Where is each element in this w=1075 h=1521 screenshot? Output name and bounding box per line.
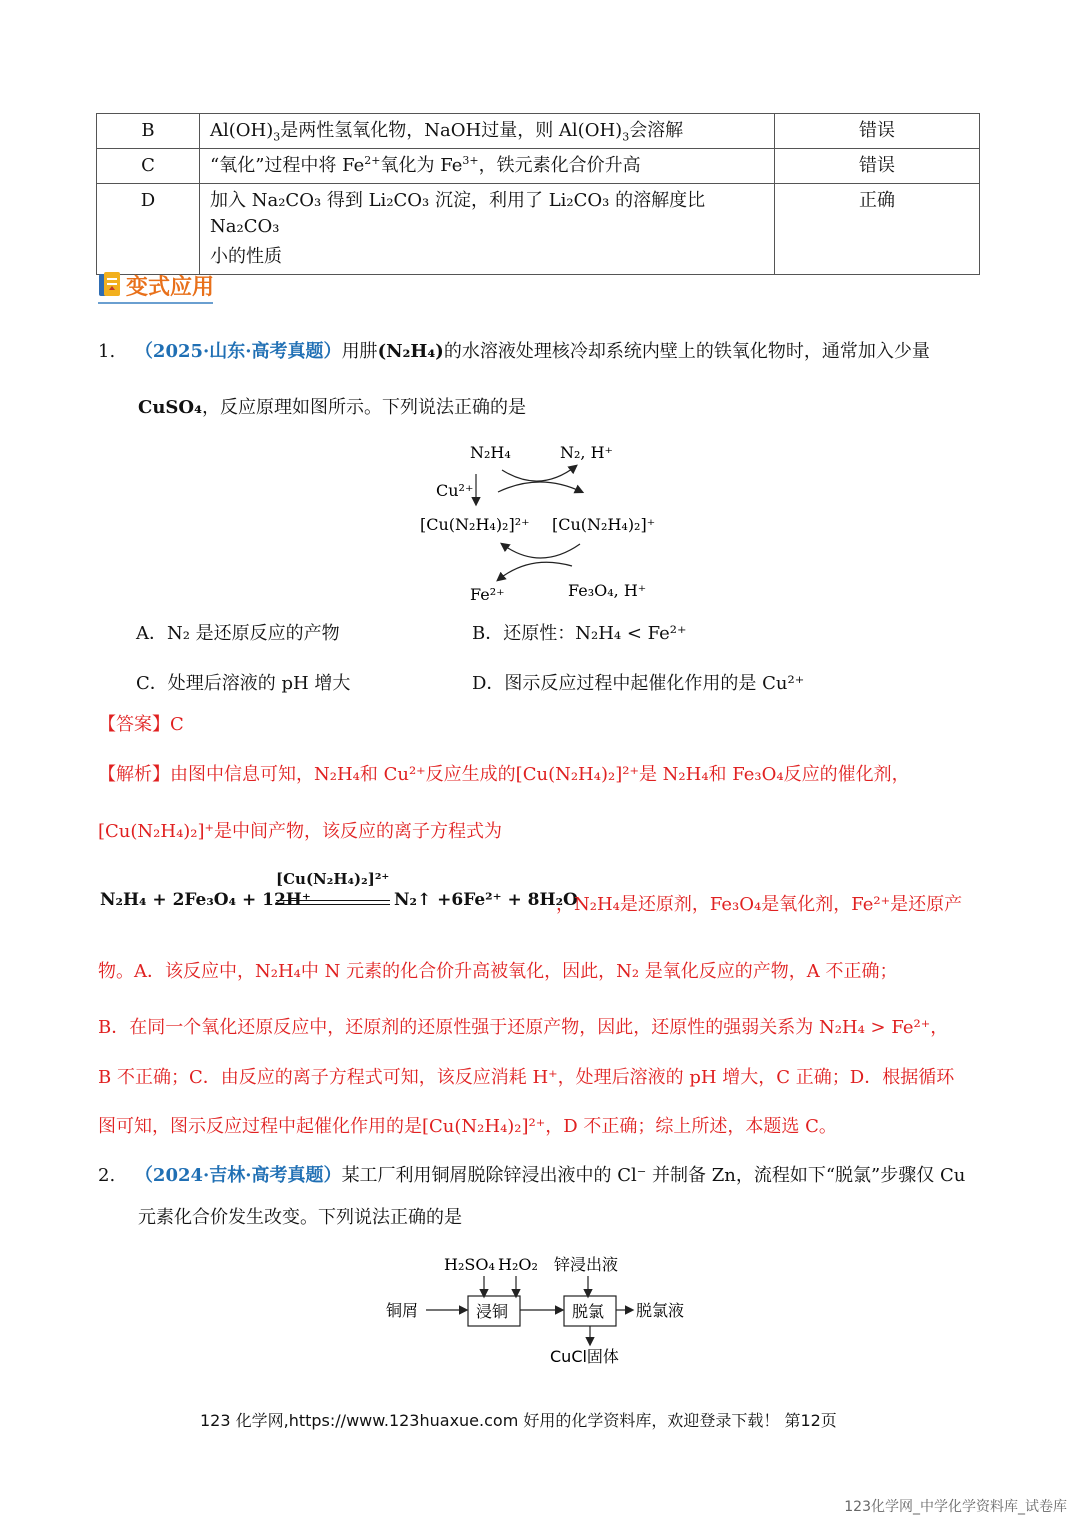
analysis-line-2: [Cu(N₂H₄)₂]⁺是中间产物，该反应的离子方程式为 (98, 821, 503, 842)
option-d[interactable]: D．图示反应过程中起催化作用的是 Cu²⁺ (472, 673, 805, 694)
row-letter: D (97, 184, 200, 275)
label-h2so4: H₂SO₄ (444, 1255, 495, 1274)
arrow-bottom-2 (498, 562, 572, 580)
row-letter: C (97, 149, 200, 184)
table-row (97, 114, 980, 149)
arrow-top-2 (502, 466, 576, 481)
cycle-diagram (410, 436, 670, 612)
label-h2o2: H₂O₂ (498, 1255, 538, 1274)
row-verdict: 错误 (775, 149, 980, 184)
formula: CuSO₄ (138, 397, 202, 418)
stem-text: ，反应原理如图所示。下列说法正确的是 (201, 397, 526, 418)
question-source: （2024·吉林·高考真题） (134, 1165, 342, 1186)
label-cu2: Cu²⁺ (436, 481, 474, 500)
analysis-line-4: B．在同一个氧化还原反应中，还原剂的还原性强于还原产物，因此，还原性的强弱关系为 N₂H₄ > Fe²⁺， (98, 1017, 949, 1038)
label-leach: 浸铜 (476, 1302, 509, 1321)
page-footer: 123 化学网,https://www.123huaxue.com 好用的化学资料库，欢迎登录下载！ 第12页 (200, 1411, 837, 1430)
stem-text: 用肼 (341, 341, 378, 362)
label-complex-2plus: [Cu(N₂H₄)₂]²⁺ (420, 515, 530, 534)
row-letter: B (97, 114, 200, 149)
analysis-line-1: 【解析】由图中信息可知，N₂H₄和 Cu²⁺反应生成的[Cu(N₂H₄)₂]²⁺是 N₂H₄和 Fe₃O₄反应的催化剂， (98, 764, 910, 785)
label-cucl: CuCl固体 (550, 1347, 619, 1366)
equation-lhs: N₂H₄ + 2Fe₃O₄ + 12H⁺ (100, 890, 311, 910)
label-out: 脱氯液 (636, 1301, 685, 1320)
arrow-top (498, 482, 582, 492)
stem-text: 某工厂利用铜屑脱除锌浸出液中的 Cl⁻ 并制备 Zn，流程如下“脱氯”步骤仅 Cu (341, 1165, 966, 1186)
option-a[interactable]: A．N₂ 是还原反应的产物 (136, 623, 340, 644)
table-row (97, 149, 980, 184)
answer-table (96, 113, 980, 275)
label-fe3o4: Fe₃O₄, H⁺ (568, 581, 647, 600)
option-c[interactable]: C．处理后溶液的 pH 增大 (136, 673, 351, 694)
q1-stem-line2 (138, 396, 526, 420)
equation-line (276, 900, 390, 901)
row-text: “氧化”过程中将 $Fe^{2+}$氧化为 $Fe^{3+}$，铁元素化合价升高 (200, 149, 775, 184)
stem-text: 的水溶液处理核冷却系统内壁上的铁氧化物时，通常加入少量 (443, 341, 930, 362)
q1-stem (98, 340, 930, 364)
answer: 【答案】C (98, 714, 184, 735)
question-source: （2025·山东·高考真题） (134, 341, 342, 362)
label-complex-plus: [Cu(N₂H₄)₂]⁺ (552, 515, 656, 534)
table-row (97, 184, 980, 275)
section-header (98, 268, 214, 302)
book-icon (98, 270, 124, 300)
row-verdict: 正确 (775, 184, 980, 275)
option-b[interactable]: B．还原性：N₂H₄ < Fe²⁺ (472, 623, 687, 644)
label-zn-liquor: 锌浸出液 (554, 1255, 619, 1274)
equation-line (276, 904, 390, 905)
arrow-bottom (502, 544, 580, 558)
q2-stem-line2: 元素化合价发生改变。下列说法正确的是 (138, 1207, 462, 1228)
row-verdict: 错误 (775, 114, 980, 149)
label-fe2: Fe²⁺ (470, 585, 505, 604)
equation-catalyst: [Cu(N₂H₄)₂]²⁺ (276, 870, 390, 888)
flow-diagram (380, 1250, 710, 1368)
analysis-line-3: 物。A．该反应中，N₂H₄中 N 元素的化合价升高被氧化，因此，N₂ 是氧化反应的产物，A 不正确； (98, 961, 898, 982)
row-text: 加入 Na₂CO₃ 得到 Li₂CO₃ 沉淀，利用了 Li₂CO₃ 的溶解度比 Na₂CO₃ 小的性质 (200, 184, 775, 275)
label-n2h4: N₂H₄ (470, 443, 511, 462)
formula: (N₂H₄) (377, 341, 444, 362)
analysis-line-6: 图可知，图示反应过程中起催化作用的是[Cu(N₂H₄)₂]²⁺，D 不正确；综上所述，本题选 C。 (98, 1116, 837, 1137)
equation-rhs: N₂↑ +6Fe²⁺ + 8H₂O (394, 890, 578, 910)
question-number: 1. (98, 341, 116, 362)
label-dechlor: 脱氯 (572, 1302, 605, 1321)
label-n2-h: N₂, H⁺ (560, 443, 613, 462)
watermark: 123化学网_中学化学资料库_试卷库 (844, 1499, 1067, 1515)
row-text: $Al(OH)_3$是两性氢氧化物，NaOH过量，则 $Al(OH)_3$会溶解 (200, 114, 775, 149)
section-title: 变式应用 (126, 274, 215, 300)
q2-stem (98, 1164, 965, 1188)
equation-tail: ，N₂H₄是还原剂，Fe₃O₄是氧化剂，Fe²⁺是还原产 (556, 894, 963, 915)
section-underline (98, 302, 213, 304)
question-number: 2. (98, 1165, 116, 1186)
label-copper: 铜屑 (386, 1301, 419, 1320)
analysis-line-5: B 不正确；C．由反应的离子方程式可知，该反应消耗 H⁺，处理后溶液的 pH 增大，C 正确；D．根据循环 (98, 1067, 955, 1088)
